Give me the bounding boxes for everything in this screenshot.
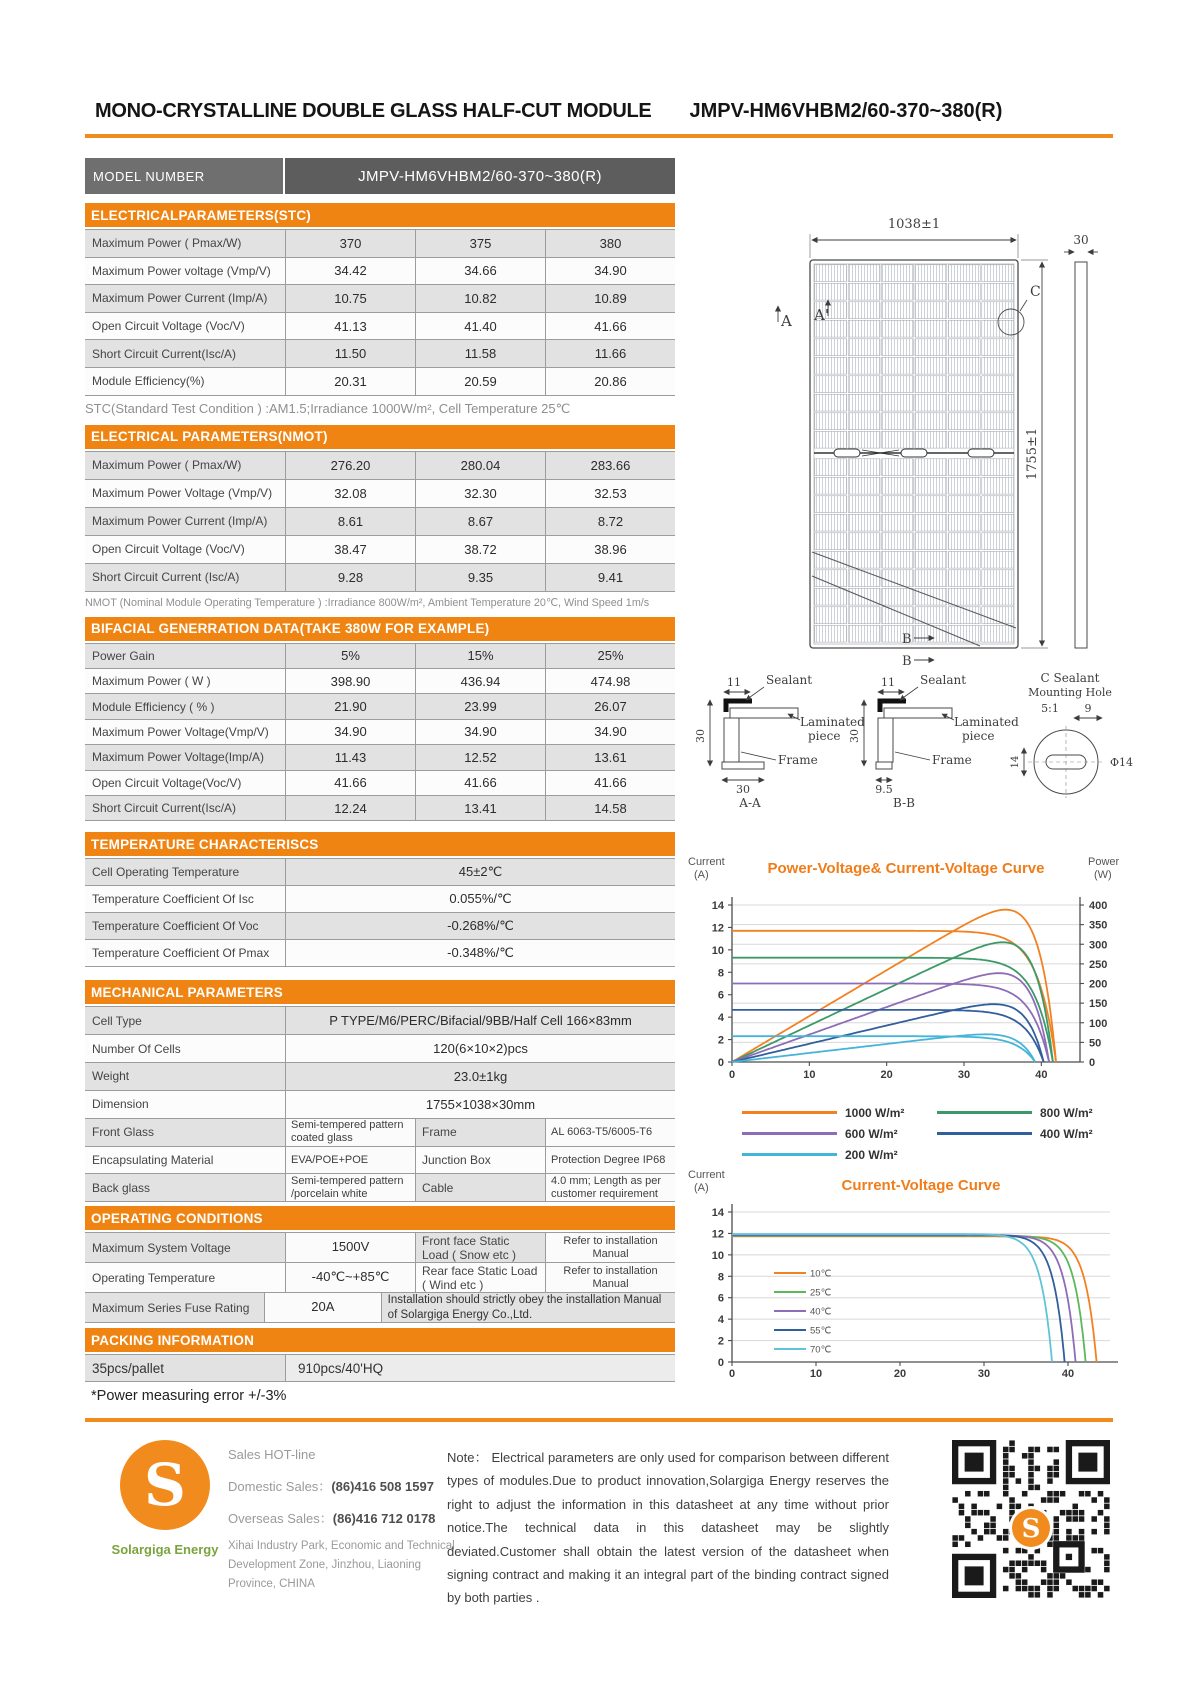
svg-text:70℃: 70℃ [810,1344,832,1356]
row-value: 12.24 [285,796,415,820]
row-value: -0.268%/℃ [285,913,675,939]
row-label-2: Rear face Static Load ( Wind etc ) [415,1263,545,1292]
table-row [85,230,675,258]
svg-text:Sealant: Sealant [766,673,813,687]
row-label-2: Frame [415,1119,545,1146]
row-value: 10.82 [415,285,545,312]
page-title [95,100,1125,123]
row-value: 34.42 [285,258,415,285]
svg-text:S: S [1021,1514,1041,1544]
row-value: 375 [415,230,545,257]
table-row [85,564,675,592]
table-nmot [85,451,675,592]
svg-text:Sealant: Sealant [920,673,967,687]
legend-item [937,1125,1097,1142]
packing-col-1: 35pcs/pallet [85,1355,285,1381]
footer-divider [85,1418,1113,1422]
row-label: Cell Type [85,1007,285,1034]
row-value: 41.66 [545,771,675,795]
legend-item [742,1125,937,1142]
row-value: -0.348%/℃ [285,940,675,966]
title-divider [85,134,1113,138]
row-value: EVA/POE+POE [285,1147,415,1174]
svg-text:12: 12 [711,922,724,935]
row-label: Maximum Power Current (Imp/A) [85,508,285,535]
section-header-temperature: TEMPERATURE CHARACTERISCS [85,832,675,856]
table-row [85,258,675,286]
model-number-label: MODEL NUMBER [85,158,285,194]
table-row [85,796,675,821]
row-label: Short Circuit Current(Isc/A) [85,796,285,820]
svg-text:Current-Voltage Curve: Current-Voltage Curve [841,1177,1001,1194]
row-value: 9.28 [285,564,415,591]
svg-text:1038±1: 1038±1 [887,217,941,232]
svg-text:10℃: 10℃ [810,1268,832,1280]
irradiance-legend [742,1104,1102,1163]
svg-text:0: 0 [1089,1057,1096,1069]
svg-text:20: 20 [880,1069,893,1081]
row-value: 38.96 [545,536,675,563]
table-row [85,1063,675,1091]
svg-text:8: 8 [717,967,724,980]
svg-text:14: 14 [711,900,724,912]
table-note-stc: STC(Standard Test Condition ) :AM1.5;Irradiance 1000W/m², Cell Temperature 25℃ [85,400,571,416]
left-column [85,158,675,1404]
svg-text:30: 30 [736,783,750,796]
table-row [85,1263,675,1293]
table-row [85,859,675,886]
row-label: Back glass [85,1174,285,1201]
svg-text:Frame: Frame [778,753,818,767]
row-value: 34.90 [545,258,675,285]
row-label-2: Cable [415,1174,545,1201]
table-row [85,886,675,913]
row-value: Semi-tempered pattern coated glass [285,1119,415,1146]
svg-text:350: 350 [1089,919,1108,932]
row-label: Maximum Series Fuse Rating [85,1293,264,1322]
row-value: 10.89 [545,285,675,312]
svg-text:30: 30 [977,1368,991,1380]
row-value: 370 [285,230,415,257]
row-value: 20A [264,1293,381,1322]
row-value: 26.07 [545,694,675,718]
svg-text:250: 250 [1089,958,1108,971]
svg-text:150: 150 [1089,998,1108,1011]
svg-text:8: 8 [717,1271,724,1284]
row-value-2: Refer to installation Manual [545,1263,675,1292]
svg-text:40: 40 [1035,1069,1048,1081]
row-value: 41.66 [415,771,545,795]
row-label: Open Circuit Voltage (Voc/V) [85,536,285,563]
row-label: Cell Operating Temperature [85,859,285,885]
legend-line-swatch [937,1111,1032,1114]
row-label: Module Efficiency(%) [85,368,285,395]
section-header-operating: OPERATING CONDITIONS [85,1206,675,1230]
svg-text:Frame: Frame [932,753,972,767]
table-row [85,1007,675,1035]
domestic-sales-label: Domestic Sales： [228,1479,332,1494]
row-value: Semi-tempered pattern /porcelain white [285,1174,415,1201]
svg-text:C: C [1030,284,1041,300]
table-row [85,1147,675,1175]
legend-item [937,1104,1097,1121]
legal-note: Note： Electrical parameters are only used for comparison between different types of modules.Due to product innovation,Solargiga Energy reserves the right to adjust the information in this datasheet at any time without prior notice.The technical data in this datasheet may be slightly deviated.Customer shall obtain the latest version of the datasheet when signing contract and making it an integral part of the binding contract signed by both parties . [447,1450,889,1606]
svg-text:B: B [902,654,912,669]
legend-line-swatch [742,1153,837,1156]
row-value-2: AL 6063-T5/6005-T6 [545,1119,675,1146]
row-value: 120(6×10×2)pcs [285,1035,675,1062]
row-value: 41.13 [285,313,415,340]
row-value: -40℃~+85℃ [285,1263,415,1292]
row-label-2: Front face Static Load ( Snow etc ) [415,1233,545,1262]
svg-text:10: 10 [803,1069,816,1081]
row-label: Number Of Cells [85,1035,285,1062]
row-label: Maximum Power Voltage (Vmp/V) [85,480,285,507]
row-value: 13.41 [415,796,545,820]
contact-block [228,1447,458,1597]
svg-text:400: 400 [1089,900,1108,912]
table-row [85,1119,675,1147]
row-value: 12.52 [415,745,545,769]
address-line-3: Province, CHINA [228,1578,315,1590]
table-temperature [85,858,675,967]
row-value-2: 4.0 mm; Length as per customer requirement [545,1174,675,1201]
svg-text:4: 4 [717,1314,724,1327]
legend-line-swatch [742,1111,837,1114]
spec-tables [85,203,675,1404]
row-value: 45±2℃ [285,859,675,885]
row-value: 41.40 [415,313,545,340]
svg-text:(A): (A) [694,1182,709,1194]
title-model-code: JMPV-HM6VHBM2/60-370~380(R) [689,100,1003,122]
row-value: 11.43 [285,745,415,769]
svg-text:Φ14: Φ14 [1110,756,1134,769]
svg-text:30: 30 [848,729,861,743]
packing-col-2: 910pcs/40'HQ [285,1355,675,1381]
table-row [85,1035,675,1063]
row-value: 38.72 [415,536,545,563]
row-value: 1500V [285,1233,415,1262]
svg-text:C Sealant: C Sealant [1040,671,1100,685]
svg-text:9: 9 [1084,702,1092,715]
svg-text:0: 0 [728,1069,736,1081]
svg-text:14: 14 [711,1207,724,1219]
row-value-2: Protection Degree IP68 [545,1147,675,1174]
svg-text:B: B [902,632,912,647]
table-packing [85,1354,675,1382]
overseas-sales-number: (86)416 712 0178 [332,1511,436,1526]
table-row [85,340,675,368]
svg-text:Power: Power [1088,856,1120,868]
cross-section-drawings [680,670,1135,810]
logo-icon [120,1440,210,1530]
row-value: 23.0±1kg [285,1063,675,1090]
overseas-sales-label: Overseas Sales： [228,1511,333,1526]
table-row [85,1091,675,1119]
row-value: 8.61 [285,508,415,535]
row-label: Open Circuit Voltage(Voc/V) [85,771,285,795]
section-header-mechanical: MECHANICAL PARAMETERS [85,980,675,1004]
row-value: 1755×1038×30mm [285,1091,675,1118]
qr-code [952,1440,1110,1603]
table-row [85,745,675,770]
row-label: Weight [85,1063,285,1090]
svg-text:9.5: 9.5 [875,783,893,796]
svg-text:1755±1: 1755±1 [1025,427,1040,481]
svg-text:(W): (W) [1094,869,1112,881]
row-label: Power Gain [85,644,285,668]
row-value: 41.66 [545,313,675,340]
row-label-2: Junction Box [415,1147,545,1174]
row-label: Maximum Power voltage (Vmp/V) [85,258,285,285]
svg-text:B-B: B-B [893,796,915,810]
table-row [85,771,675,796]
row-label: Dimension [85,1091,285,1118]
row-value: P TYPE/M6/PERC/Bifacial/9BB/Half Cell 166×83mm [285,1007,675,1034]
power-voltage-current-voltage-chart [680,845,1135,1090]
row-value: 32.08 [285,480,415,507]
svg-text:300: 300 [1089,939,1108,952]
row-note: Installation should strictly obey the installation Manual of Solargiga Energy Co.,Ltd. [381,1293,675,1322]
row-label: Short Circuit Current(Isc/A) [85,340,285,367]
row-value: 8.72 [545,508,675,535]
row-label: Maximum Power ( W ) [85,669,285,693]
row-value: 21.90 [285,694,415,718]
sales-hotline-label: Sales HOT-line [228,1447,316,1462]
row-label: Short Circuit Current (Isc/A) [85,564,285,591]
svg-text:Current: Current [688,856,725,868]
table-row [85,536,675,564]
row-value: 276.20 [285,452,415,479]
svg-text:Power-Voltage& Current-Voltage: Power-Voltage& Current-Voltage Curve [767,860,1045,877]
row-value: 20.86 [545,368,675,395]
legend-item [742,1104,937,1121]
table-bifacial [85,643,675,822]
table-row [85,644,675,669]
svg-text:6: 6 [717,1292,724,1305]
legend-label: 400 W/m² [1040,1126,1093,1141]
row-label: Temperature Coefficient Of Pmax [85,940,285,966]
table-operating [85,1232,675,1323]
table-row [85,368,675,396]
table-row [85,285,675,313]
table-row [85,720,675,745]
company-logo [100,1440,230,1557]
svg-text:200: 200 [1089,978,1108,991]
row-value: 32.53 [545,480,675,507]
model-number-bar [85,158,675,194]
logo-letter: S [144,1451,186,1519]
svg-text:20: 20 [893,1368,907,1380]
svg-text:piece: piece [962,729,995,743]
section-header-nmot: ELECTRICAL PARAMETERS(NMOT) [85,425,675,449]
current-voltage-temperature-chart [680,1160,1135,1390]
svg-text:0: 0 [717,1057,724,1069]
table-row [85,913,675,940]
address-line-2: Development Zone, Jinzhou, Liaoning [228,1559,422,1571]
row-value: 20.59 [415,368,545,395]
row-label: Open Circuit Voltage (Voc/V) [85,313,285,340]
legend-label: 800 W/m² [1040,1105,1093,1120]
svg-text:30: 30 [957,1069,971,1081]
overseas-sales-line [228,1508,458,1527]
row-label: Maximum Power Voltage(Vmp/V) [85,720,285,744]
row-value: 34.90 [545,720,675,744]
table-row [85,508,675,536]
row-value: 23.99 [415,694,545,718]
row-value: 14.58 [545,796,675,820]
packing-footnote: *Power measuring error +/-3% [91,1388,287,1405]
model-number-value: JMPV-HM6VHBM2/60-370~380(R) [285,158,675,194]
row-label: Maximum Power Voltage(Imp/A) [85,745,285,769]
logo-company-name: Solargiga Energy [111,1542,219,1557]
legend-label: 1000 W/m² [845,1105,905,1120]
svg-text:40℃: 40℃ [810,1306,832,1318]
row-value: 280.04 [415,452,545,479]
row-value: 474.98 [545,669,675,693]
section-header-stc: ELECTRICALPARAMETERS(STC) [85,203,675,227]
row-label: Operating Temperature [85,1263,285,1292]
row-value: 283.66 [545,452,675,479]
svg-text:2: 2 [717,1335,724,1348]
table-note-nmot: NMOT (Nominal Module Operating Temperature ) :Irradiance 800W/m², Ambient Temperature 20℃, Wind Speed 1m/s [85,596,650,609]
table-row [85,669,675,694]
table-row [85,313,675,341]
row-label: Maximum System Voltage [85,1233,285,1262]
row-value: 398.90 [285,669,415,693]
svg-text:11: 11 [881,676,895,689]
row-value: 34.66 [415,258,545,285]
row-value: 25% [545,644,675,668]
svg-text:10: 10 [711,944,724,957]
svg-text:Laminated: Laminated [800,715,865,729]
address-line-1: Xihai Industry Park, Economic and Technical [228,1540,455,1552]
row-label: Maximum Power ( Pmax/W) [85,452,285,479]
svg-text:50: 50 [1089,1037,1102,1050]
section-header-packing: PACKING INFORMATION [85,1328,675,1352]
row-label: Encapsulating Material [85,1147,285,1174]
svg-text:0: 0 [728,1368,736,1380]
svg-text:Mounting Hole: Mounting Hole [1028,686,1112,699]
section-header-bifacial: BIFACIAL GENERRATION DATA(TAKE 380W FOR EXAMPLE) [85,617,675,641]
row-value: 15% [415,644,545,668]
svg-text:piece: piece [808,729,841,743]
row-value: 32.30 [415,480,545,507]
row-value: 0.055%/℃ [285,886,675,912]
row-value: 9.41 [545,564,675,591]
row-value: 436.94 [415,669,545,693]
domestic-sales-line [228,1476,458,1495]
row-value: 9.35 [415,564,545,591]
svg-text:5:1: 5:1 [1041,702,1059,715]
row-label: Module Efficiency ( % ) [85,694,285,718]
svg-text:10: 10 [809,1368,823,1380]
row-value: 34.90 [415,720,545,744]
table-row [85,694,675,719]
table-row [85,1293,675,1323]
row-label: Front Glass [85,1119,285,1146]
svg-text:A: A [781,312,792,330]
row-value: 11.58 [415,340,545,367]
svg-text:0: 0 [717,1357,724,1369]
table-row [85,480,675,508]
row-value: 38.47 [285,536,415,563]
title-text: MONO-CRYSTALLINE DOUBLE GLASS HALF-CUT MODULE [95,100,652,122]
table-mechanical [85,1006,675,1202]
module-outline-drawing [680,200,1135,670]
table-row [85,452,675,480]
svg-text:55℃: 55℃ [810,1325,832,1337]
svg-text:30: 30 [694,729,707,743]
legend-label: 200 W/m² [845,1147,898,1162]
svg-text:25℃: 25℃ [810,1287,832,1299]
row-label: Temperature Coefficient Of Voc [85,913,285,939]
row-value: 13.61 [545,745,675,769]
table-row [85,1233,675,1263]
svg-text:100: 100 [1089,1017,1108,1030]
svg-text:4: 4 [717,1012,724,1025]
svg-text:A': A' [814,306,829,324]
row-value-2: Refer to installation Manual [545,1233,675,1262]
svg-text:12: 12 [711,1228,724,1241]
svg-text:6: 6 [717,989,724,1002]
svg-text:11: 11 [727,676,741,689]
domestic-sales-number: (86)416 508 1597 [331,1479,434,1494]
svg-text:A-A: A-A [739,796,761,810]
row-value: 10.75 [285,285,415,312]
legend-line-swatch [742,1132,837,1135]
row-label: Maximum Power Current (Imp/A) [85,285,285,312]
table-row [85,940,675,967]
table-row [85,1174,675,1202]
legend-line-swatch [937,1132,1032,1135]
svg-text:Laminated: Laminated [954,715,1019,729]
row-value: 5% [285,644,415,668]
svg-text:14: 14 [1010,755,1021,769]
svg-text:40: 40 [1061,1368,1075,1380]
row-value: 20.31 [285,368,415,395]
legend-label: 600 W/m² [845,1126,898,1141]
table-row [85,1355,675,1382]
row-value: 34.90 [285,720,415,744]
svg-text:10: 10 [711,1249,724,1262]
row-value: 380 [545,230,675,257]
row-label: Maximum Power ( Pmax/W) [85,230,285,257]
svg-text:30: 30 [1073,233,1089,247]
svg-text:(A): (A) [694,869,709,881]
row-value: 11.66 [545,340,675,367]
row-label: Temperature Coefficient Of Isc [85,886,285,912]
row-value: 11.50 [285,340,415,367]
svg-text:Current: Current [688,1169,725,1181]
svg-text:2: 2 [717,1034,724,1047]
row-value: 41.66 [285,771,415,795]
row-value: 8.67 [415,508,545,535]
table-stc [85,229,675,396]
